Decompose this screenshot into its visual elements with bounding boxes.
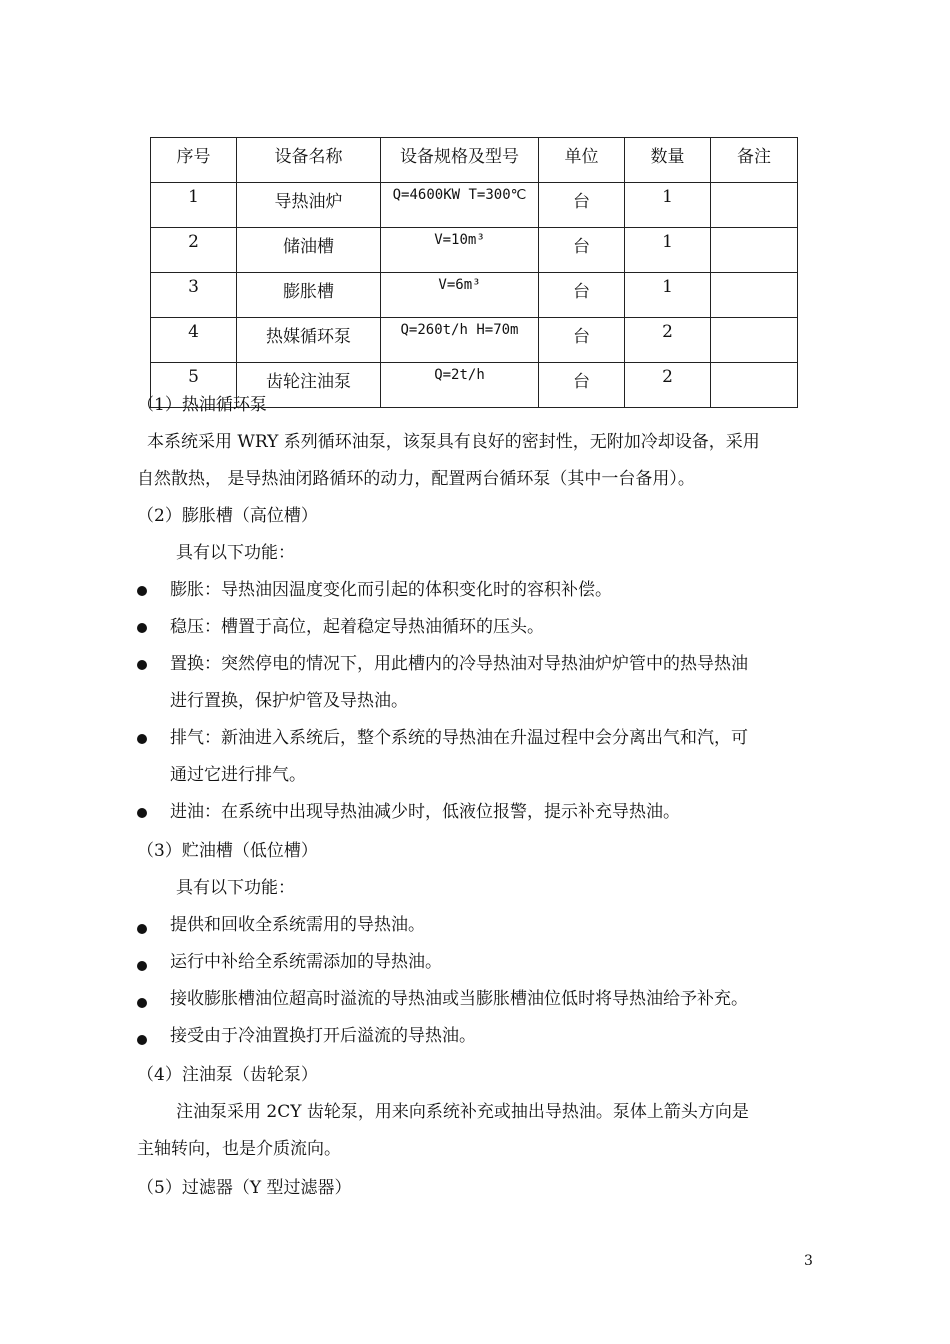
header-cell: 序号	[151, 138, 237, 183]
header-cell: 设备名称	[237, 138, 381, 183]
table-row	[151, 183, 798, 228]
intro-text: 具有以下功能：	[176, 878, 295, 898]
list-item: 接收膨胀槽油位超高时溢流的导热油或当膨胀槽油位低时将导热油给予补充。	[170, 989, 748, 1009]
bullet-icon	[137, 924, 147, 934]
table-row	[151, 318, 798, 363]
table-cell: V=6m³	[381, 273, 539, 318]
list-item: 置换：突然停电的情况下，用此槽内的冷导热油对导热油炉炉管中的热导热油	[170, 654, 748, 674]
table-cell: 2	[625, 363, 711, 408]
section-heading: （1）热油循环泵	[137, 395, 267, 415]
table-cell: 4	[151, 318, 237, 363]
list-item-continuation: 通过它进行排气。	[170, 765, 306, 785]
table-cell: 热媒循环泵	[237, 318, 381, 363]
list-item: 排气：新油进入系统后，整个系统的导热油在升温过程中会分离出气和汽，可	[170, 728, 748, 748]
paragraph-line: 自然散热， 是导热油闭路循环的动力，配置两台循环泵（其中一台备用）。	[137, 469, 695, 489]
table-cell: 台	[539, 318, 625, 363]
header-cell: 设备规格及型号	[381, 138, 539, 183]
bullet-icon	[137, 734, 147, 744]
list-item: 提供和回收全系统需用的导热油。	[170, 915, 425, 935]
table-cell: 台	[539, 273, 625, 318]
table-cell: 2	[625, 318, 711, 363]
table-cell	[711, 183, 798, 228]
paragraph-line: 本系统采用 WRY 系列循环油泵，该泵具有良好的密封性，无附加冷却设备，采用	[147, 432, 760, 452]
list-item: 运行中补给全系统需添加的导热油。	[170, 952, 442, 972]
bullet-icon	[137, 1035, 147, 1045]
bullet-icon	[137, 961, 147, 971]
section-heading: （2）膨胀槽（高位槽）	[137, 506, 318, 526]
table-header-row	[151, 138, 798, 183]
paragraph-line: 注油泵采用 2CY 齿轮泵，用来向系统补充或抽出导热油。泵体上箭头方向是	[176, 1102, 749, 1122]
table-cell: 3	[151, 273, 237, 318]
page-number: 3	[804, 1253, 813, 1269]
table-cell: 2	[151, 228, 237, 273]
section-heading: （3）贮油槽（低位槽）	[137, 841, 318, 861]
table-cell: 1	[625, 228, 711, 273]
table-cell: 导热油炉	[237, 183, 381, 228]
table-cell: 5	[151, 363, 237, 408]
section-heading: （4）注油泵（齿轮泵）	[137, 1065, 318, 1085]
table-cell: 1	[151, 183, 237, 228]
table-row	[151, 273, 798, 318]
table-cell: 台	[539, 228, 625, 273]
bullet-icon	[137, 808, 147, 818]
section-heading: （5）过滤器（Y 型过滤器）	[137, 1178, 352, 1198]
list-item: 接受由于冷油置换打开后溢流的导热油。	[170, 1026, 476, 1046]
table-cell: Q=260t/h H=70m	[381, 318, 539, 363]
table-cell: Q=4600KW T=300℃	[381, 183, 539, 228]
table-cell: 台	[539, 183, 625, 228]
table-row	[151, 228, 798, 273]
list-item: 进油：在系统中出现导热油减少时，低液位报警，提示补充导热油。	[170, 802, 680, 822]
table-cell: 1	[625, 183, 711, 228]
bullet-icon	[137, 998, 147, 1008]
header-cell: 数量	[625, 138, 711, 183]
list-item-continuation: 进行置换，保护炉管及导热油。	[170, 691, 408, 711]
list-item: 膨胀：导热油因温度变化而引起的体积变化时的容积补偿。	[170, 580, 612, 600]
bullet-icon	[137, 586, 147, 596]
table-cell	[711, 228, 798, 273]
table-cell: 膨胀槽	[237, 273, 381, 318]
bullet-icon	[137, 623, 147, 633]
header-cell: 单位	[539, 138, 625, 183]
table-cell: V=10m³	[381, 228, 539, 273]
table-cell: 1	[625, 273, 711, 318]
paragraph-line: 主轴转向，也是介质流向。	[137, 1139, 341, 1159]
table-cell	[711, 363, 798, 408]
list-item: 稳压：槽置于高位，起着稳定导热油循环的压头。	[170, 617, 544, 637]
table-cell	[711, 318, 798, 363]
table-cell: 台	[539, 363, 625, 408]
bullet-icon	[137, 660, 147, 670]
equipment-table	[150, 137, 798, 408]
header-cell: 备注	[711, 138, 798, 183]
table-cell: 储油槽	[237, 228, 381, 273]
intro-text: 具有以下功能：	[176, 543, 295, 563]
table-cell: 齿轮注油泵	[237, 363, 381, 408]
table-cell: Q=2t/h	[381, 363, 539, 408]
table-cell	[711, 273, 798, 318]
